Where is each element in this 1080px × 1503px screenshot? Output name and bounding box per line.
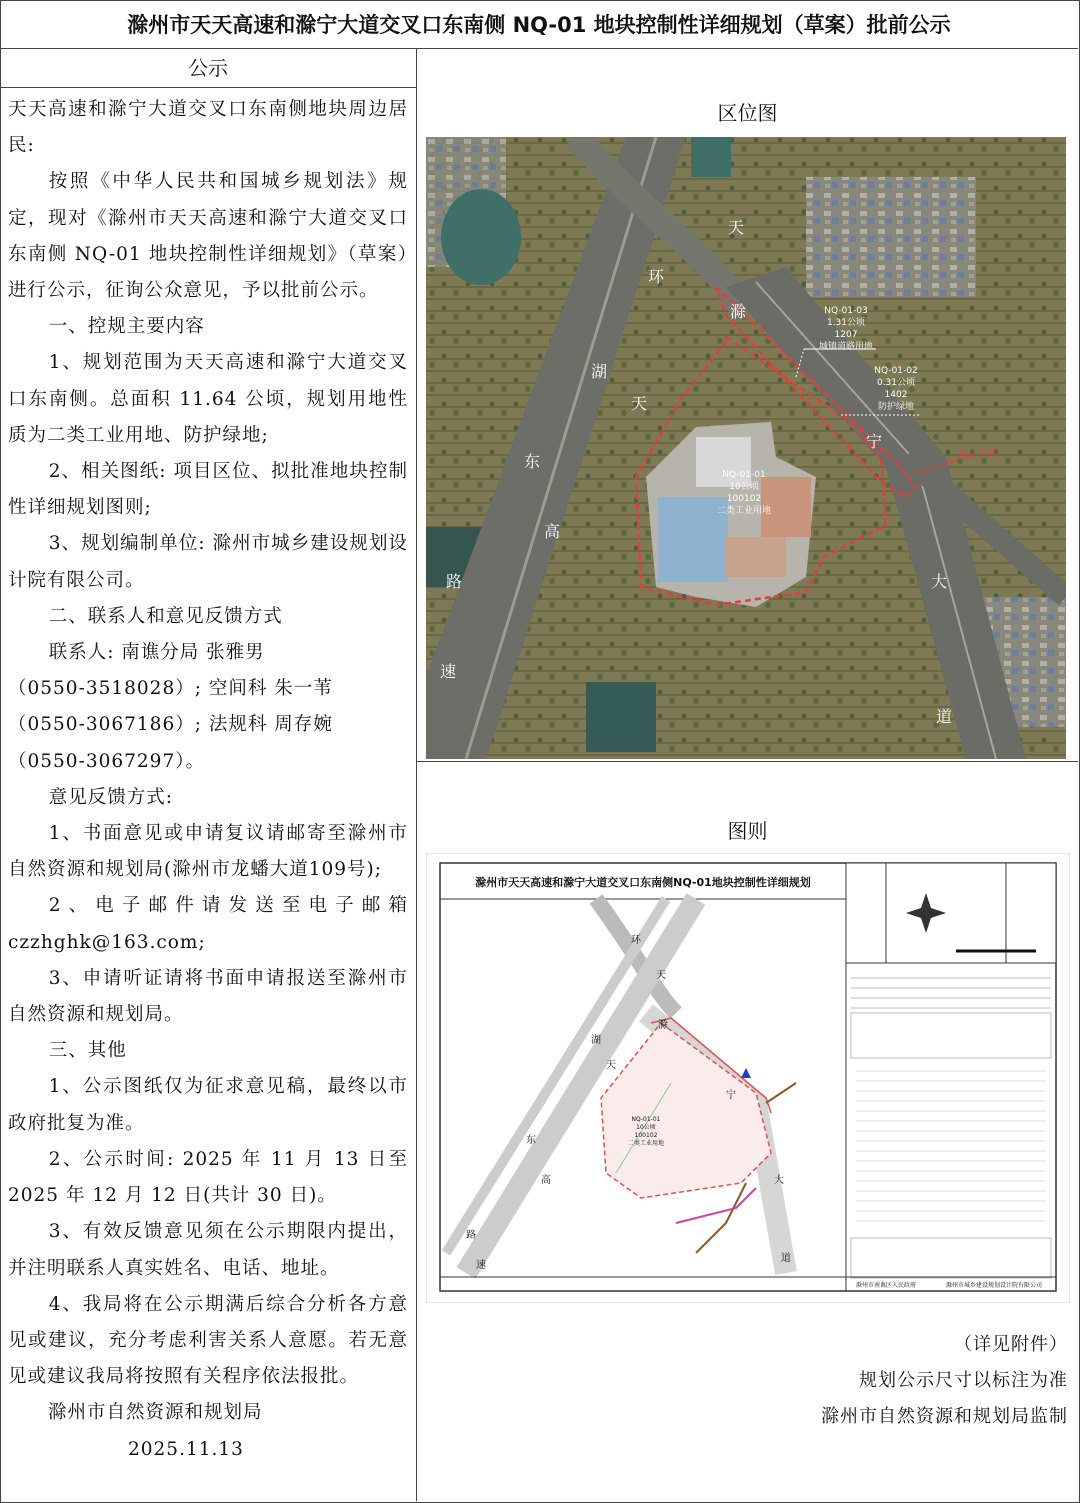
- location-title: 区位图: [717, 101, 778, 125]
- greeting: 天天高速和滁宁大道交叉口东南侧地块周边居民:: [8, 99, 408, 157]
- parcel-label-line: 二类工业用地: [627, 1140, 665, 1147]
- road-label: 路: [446, 572, 463, 591]
- road-label: 速: [440, 662, 457, 681]
- parcel-label-line: 10公顷: [636, 1124, 656, 1131]
- village-area-north: [806, 177, 976, 297]
- other-item-1: 1、公示图纸仅为征求意见稿，最终以市政府批复为准。: [8, 1076, 408, 1134]
- other-item-4: 4、我局将在公示期满后综合分析各方意见或建议，充分考虑利害关系人意愿。若无意见或建议我局将按照有关程序依法报批。: [8, 1293, 408, 1388]
- drawings-column: [417, 49, 1078, 1501]
- parcel-label-line: NQ-01-02: [874, 366, 918, 376]
- road-label: 湖: [591, 1035, 601, 1046]
- parcel-label-line: 1207: [834, 330, 858, 340]
- contact-line-1: 联系人: 南谯分局 张雅男: [48, 642, 265, 664]
- location-panel: [417, 49, 1078, 762]
- location-inset-frame: [846, 863, 886, 963]
- notice-column: [0, 49, 417, 1501]
- parcel-label-line: 10公顷: [729, 482, 759, 492]
- road-label: 天: [656, 970, 666, 981]
- parcel-label-line: 防护绿地: [877, 402, 915, 412]
- plan-panel: [417, 762, 1078, 1501]
- parcel-label-line: 100102: [634, 1132, 658, 1139]
- parcel-label-line: NQ-01-01: [722, 470, 766, 480]
- pond-south: [586, 682, 656, 752]
- feedback-item-1: 1、书面意见或申请复议请邮寄至滁州市自然资源和规划局(滁州市龙蟠大道109号);: [8, 823, 408, 881]
- note-attachment: （详见附件）: [954, 1334, 1068, 1355]
- feedback-heading: 意见反馈方式:: [48, 786, 173, 808]
- road-label: 高: [541, 1175, 551, 1186]
- parcel-label-line: 1.31公顷: [826, 318, 866, 328]
- road-label: 滁: [658, 1020, 668, 1031]
- contact-line-3: （0550-3067186）; 法规科 周存婉: [8, 714, 333, 736]
- boundary-label: 规划范围: [959, 449, 999, 460]
- signature: 滁州市自然资源和规划局: [48, 1402, 263, 1424]
- pond-north: [691, 137, 731, 177]
- page-title: 滁州市天天高速和滁宁大道交叉口东南侧 NQ-01 地块控制性详细规划（草案）批前公示: [0, 0, 1078, 49]
- section-1-item-3: 3、规划编制单位: 滁州市城乡建设规划设计院有限公司。: [8, 533, 408, 591]
- road-label: 东: [524, 452, 541, 471]
- parcel-label-line: NQ-01-01: [631, 1116, 661, 1123]
- other-item-3: 3、有效反馈意见须在公示期限内提出，并注明联系人真实姓名、电话、地址。: [8, 1221, 408, 1279]
- drawing-footer-right: 滁州市城乡建设规划设计院有限公司: [946, 1282, 1043, 1289]
- parcel-label-line: 100102: [726, 494, 762, 504]
- contact-line-4: （0550-3067297）。: [8, 750, 205, 772]
- road-label: 天: [728, 218, 745, 237]
- road-label: 天: [631, 394, 648, 413]
- road-label: 环: [648, 267, 665, 286]
- road-label: 环: [631, 935, 641, 946]
- road-label: 宁: [866, 432, 883, 451]
- notice-heading: 公示: [0, 49, 416, 88]
- note-dimensions: 规划公示尺寸以标注为准: [859, 1370, 1068, 1391]
- pond-large: [441, 189, 521, 285]
- drawing-title: 滁州市天天高速和滁宁大道交叉口东南侧NQ-01地块控制性详细规划: [475, 876, 811, 889]
- drawing-number-frame: [1006, 863, 1056, 963]
- factory-roof-tan: [726, 537, 786, 577]
- road-label: 路: [466, 1230, 476, 1241]
- road-label: 大: [931, 572, 948, 591]
- road-label: 湖: [591, 362, 608, 381]
- feedback-email: czzhghk@163.com;: [8, 931, 206, 953]
- contact-line-2: （0550-3518028）; 空间科 朱一苇: [8, 678, 333, 700]
- road-label: 道: [781, 1253, 791, 1264]
- section-2-heading: 二、联系人和意见反馈方式: [48, 605, 283, 627]
- signature-date: 2025.11.13: [128, 1438, 244, 1460]
- road-label: 道: [936, 707, 953, 726]
- road-label: 高: [544, 522, 561, 541]
- section-1-item-1: 1、规划范围为天天高速和滁宁大道交叉口东南侧。总面积 11.64 公顷，规划用地性质为二类工业用地、防护绿地;: [8, 352, 408, 446]
- plan-drawing: [426, 853, 1070, 1303]
- feedback-item-3: 3、申请听证请将书面申请报送至滁州市自然资源和规划局。: [8, 967, 408, 1026]
- parcel-label-line: 二类工业用地: [716, 506, 772, 516]
- section-1-heading: 一、控规主要内容: [48, 316, 205, 338]
- section-3-heading: 三、其他: [48, 1040, 127, 1062]
- notice-body: [0, 88, 416, 1468]
- parcel-label-line: 1402: [884, 390, 908, 400]
- road-label: 滁: [730, 302, 747, 321]
- road-label: 速: [476, 1260, 486, 1271]
- parcel-label-line: NQ-01-03: [824, 306, 868, 316]
- parcel-label-line: 0.31公顷: [876, 378, 916, 388]
- road-label: 宁: [726, 1090, 736, 1101]
- parcel-label-line: 城镇道路用地: [818, 342, 874, 352]
- road-label: 东: [526, 1135, 536, 1146]
- other-item-2: 2、公示时间: 2025 年 11 月 13 日至 2025 年 12 月 12 日(共计 30 日)。: [8, 1148, 408, 1207]
- note-supervisor: 滁州市自然资源和规划局监制: [821, 1406, 1068, 1427]
- drawing-footer-left: 滁州市南谯区人民政府: [856, 1282, 917, 1289]
- road-label: 大: [774, 1175, 784, 1186]
- location-map: [426, 137, 1066, 759]
- section-1-item-2: 2、相关图纸: 项目区位、拟批准地块控制性详细规划图则;: [8, 461, 408, 519]
- intro-paragraph: 按照《中华人民共和国城乡规划法》规定，现对《滁州市天天高速和滁宁大道交叉口东南侧 NQ-01 地块控制性详细规划》（草案）进行公示，征询公众意见，予以批前公示。: [8, 171, 408, 302]
- feedback-item-2: 2、电子邮件请发送至电子邮箱: [48, 895, 408, 917]
- plan-title: 图则: [727, 819, 768, 843]
- road-label: 天: [606, 1060, 616, 1071]
